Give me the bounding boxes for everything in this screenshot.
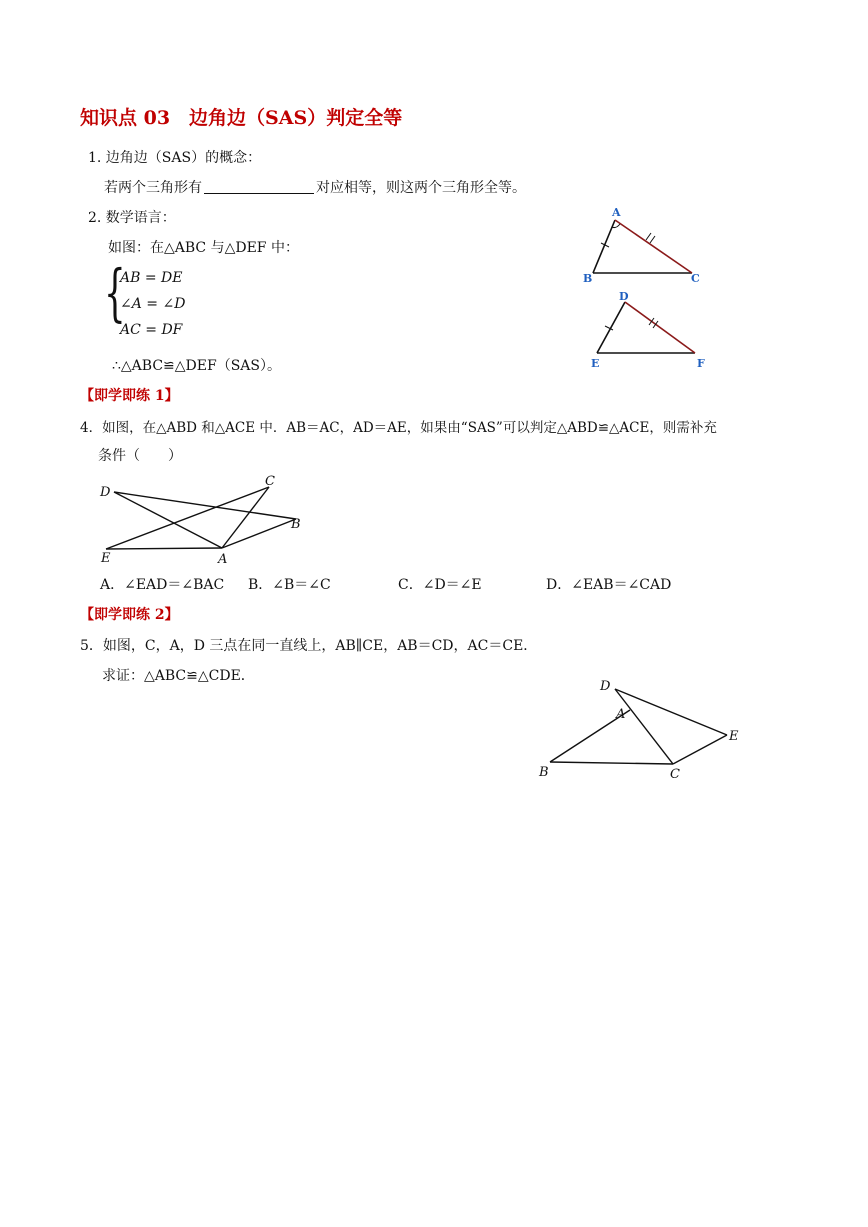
label-c: C xyxy=(691,272,700,285)
condition-3: AC = DF xyxy=(120,322,183,338)
figure-triangle-def xyxy=(585,288,725,373)
label-b: B xyxy=(583,272,593,285)
item1-label: 1. 边角边（SAS）的概念： xyxy=(88,150,262,166)
statement-after: 对应相等，则这两个三角形全等。 xyxy=(316,180,526,196)
option-c[interactable]: C．∠D＝∠E xyxy=(398,577,482,593)
figure-question-5 xyxy=(530,672,760,787)
figure-question-4 xyxy=(96,472,316,572)
item2-conclusion: ∴△ABC≌△DEF（SAS）。 xyxy=(112,358,281,374)
label-d: D xyxy=(619,290,629,303)
item1-statement xyxy=(104,178,526,198)
label-a: A xyxy=(616,707,626,722)
label-f: F xyxy=(697,357,705,370)
practice1-header: 【即学即练 1】 xyxy=(80,388,179,404)
label-e: E xyxy=(591,357,600,370)
question-4-line2: 条件（ ） xyxy=(98,448,182,464)
option-d[interactable]: D．∠EAB＝∠CAD xyxy=(546,577,672,593)
question-5-line2: 求证：△ABC≌△CDE． xyxy=(102,668,255,684)
condition-brace: { xyxy=(104,256,126,329)
condition-1: AB = DE xyxy=(120,270,183,286)
label-a: A xyxy=(612,206,621,219)
label-c: C xyxy=(670,767,680,782)
section-title: 知识点 03 边角边（SAS）判定全等 xyxy=(80,107,403,129)
label-d: D xyxy=(100,485,111,500)
label-b: B xyxy=(291,517,301,532)
fill-blank[interactable] xyxy=(204,179,314,194)
label-e: E xyxy=(729,729,739,744)
question-5-line1: 5．如图，C，A，D 三点在同一直线上，AB∥CE，AB＝CD，AC＝CE． xyxy=(80,638,538,654)
practice2-header: 【即学即练 2】 xyxy=(80,607,179,623)
item2-label: 2. 数学语言： xyxy=(88,210,176,226)
label-c: C xyxy=(265,474,275,489)
condition-2: ∠A = ∠D xyxy=(120,296,186,312)
label-a: A xyxy=(218,552,228,567)
option-b[interactable]: B．∠B＝∠C xyxy=(248,577,331,593)
statement-before: 若两个三角形有 xyxy=(104,180,202,196)
option-a[interactable]: A．∠EAD＝∠BAC xyxy=(100,577,225,593)
label-d: D xyxy=(600,679,611,694)
question-4-line1: 4．如图，在△ABD 和△ACE 中．AB＝AC，AD＝AE，如果由“SAS”可以判定△ABD≌△ACE，则需补充 xyxy=(80,420,717,436)
item2-intro: 如图：在△ABC 与△DEF 中： xyxy=(108,240,299,256)
label-b: B xyxy=(539,765,549,780)
label-e: E xyxy=(101,551,111,566)
figure-triangle-abc xyxy=(575,200,715,290)
